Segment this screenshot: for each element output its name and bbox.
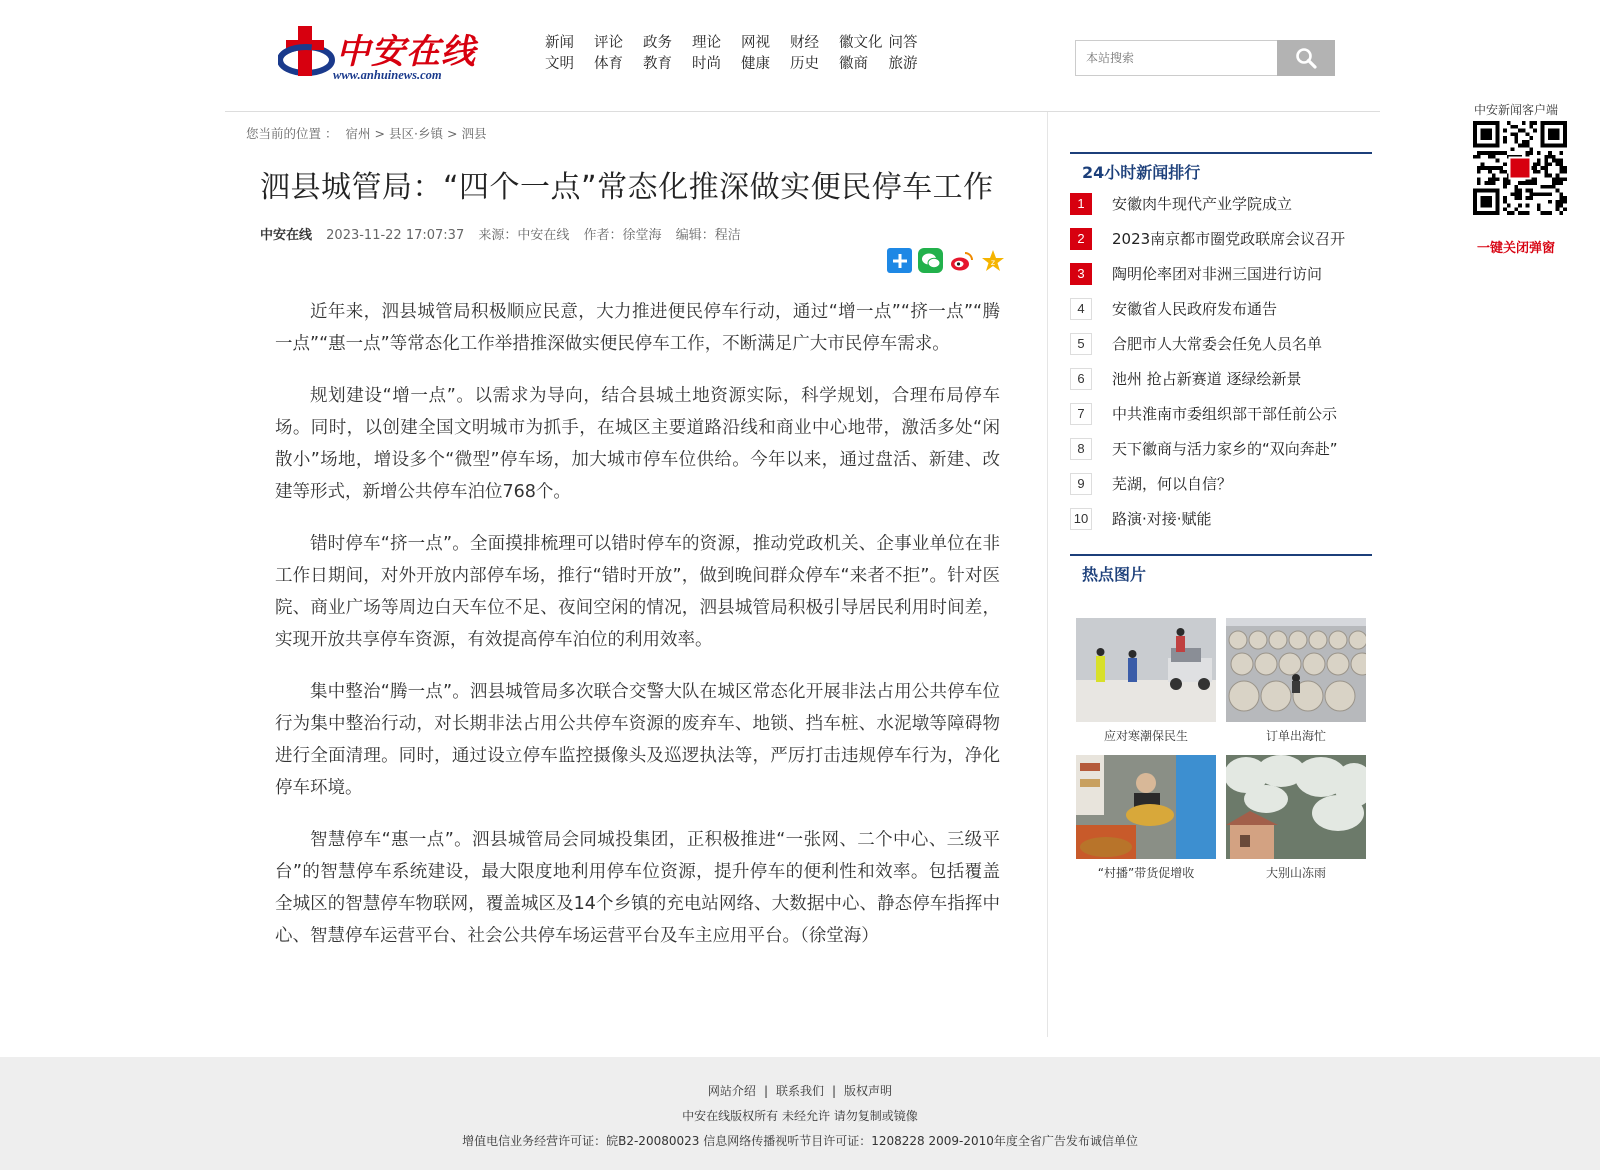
nav-item[interactable]: 旅游 bbox=[888, 56, 918, 72]
ranking-headline[interactable]: 安徽省人民政府发布通告 bbox=[1112, 300, 1278, 318]
ranking-headline[interactable]: 天下徽商与活力家乡的“双向奔赴” bbox=[1112, 440, 1338, 458]
ranking-headline[interactable]: 合肥市人大常委会任免人员名单 bbox=[1112, 335, 1323, 353]
nav-item[interactable]: 财经 bbox=[790, 35, 819, 51]
search-button[interactable] bbox=[1277, 40, 1335, 76]
ranking-number: 6 bbox=[1070, 368, 1092, 390]
column-divider bbox=[1047, 112, 1048, 1037]
article-paragraph: 错时停车“挤一点”。全面摸排梳理可以错时停车的资源，推动党政机关、企事业单位在非工作日期间，对外开放内部停车场，推行“错时开放”，做到晚间群众停车“来者不拒”。针对医院、商业广场等周边白天车位不足、夜间空闲的情况，泗县城管局积极引导居民利用时间差，实现开放共享停车资源，有效提高停车泊位的利用效率。 bbox=[275, 534, 1000, 650]
ranking-number: 8 bbox=[1070, 438, 1092, 460]
ranking-number: 5 bbox=[1070, 333, 1092, 355]
ranking-item[interactable] bbox=[1070, 256, 1372, 291]
ranking-title: 24小时新闻排行 bbox=[1070, 152, 1372, 184]
header-divider bbox=[225, 111, 1380, 112]
ranking-number: 3 bbox=[1070, 263, 1092, 285]
hot-picture-village-livestream bbox=[1076, 755, 1216, 859]
article-editor: 编辑：程洁 bbox=[675, 228, 741, 243]
ranking-headline[interactable]: 路演·对接·赋能 bbox=[1112, 510, 1212, 528]
hot-picture-item[interactable] bbox=[1226, 618, 1366, 745]
breadcrumb-sep: > bbox=[374, 126, 385, 141]
nav-item[interactable]: 网视 bbox=[741, 35, 770, 51]
hot-picture-item[interactable] bbox=[1226, 755, 1366, 882]
ranking-item[interactable] bbox=[1070, 501, 1372, 536]
main-nav bbox=[545, 34, 938, 74]
breadcrumb-sep: > bbox=[446, 126, 458, 141]
site-header bbox=[0, 0, 1600, 110]
hot-picture-cold-wave bbox=[1076, 618, 1216, 722]
nav-item[interactable]: 评论 bbox=[594, 35, 623, 51]
search-input[interactable] bbox=[1076, 41, 1276, 75]
ranking-headline[interactable]: 中共淮南市委组织部干部任前公示 bbox=[1112, 405, 1338, 423]
svg-text:z: z bbox=[990, 257, 995, 267]
article-title: 泗县城管局：“四个一点”常态化推深做实便民停车工作 bbox=[260, 170, 994, 205]
ranking-headline[interactable]: 2023南京都市圈党政联席会议召开 bbox=[1112, 230, 1346, 248]
hot-picture-caption: 大别山冻雨 bbox=[1265, 866, 1326, 880]
article-paragraph: 集中整治“腾一点”。泗县城管局多次联合交警大队在城区常态化开展非法占用公共停车位行为集中整治行动，对长期非法占用公共停车资源的废弃车、地锁、挡车桩、水泥墩等障碍物进行全面清理。同时，通过设立停车监控摄像头及巡逻执法等，严厉打击违规停车行为，净化停车环境。 bbox=[275, 682, 1000, 798]
qzone-icon[interactable] bbox=[980, 248, 1005, 273]
breadcrumb-item-county[interactable]: 县区·乡镇 bbox=[388, 126, 443, 141]
hot-picture-item[interactable] bbox=[1076, 618, 1216, 745]
ranking-number: 9 bbox=[1070, 473, 1092, 495]
news-ranking bbox=[1070, 152, 1372, 536]
nav-item[interactable]: 教育 bbox=[643, 56, 672, 72]
footer-link-about[interactable]: 网站介绍 bbox=[707, 1084, 756, 1098]
ranking-number: 7 bbox=[1070, 403, 1092, 425]
hot-pictures-grid bbox=[1076, 618, 1376, 882]
wechat-icon[interactable] bbox=[918, 248, 943, 273]
article-body bbox=[275, 296, 1000, 972]
ranking-item[interactable] bbox=[1070, 291, 1372, 326]
logo-text: 中安在线 bbox=[336, 32, 476, 72]
footer-copyright: 中安在线版权所有 未经允许 请勿复制或镜像 bbox=[682, 1109, 918, 1123]
ranking-headline[interactable]: 池州 抢占新赛道 逐绿绘新景 bbox=[1112, 370, 1302, 388]
weibo-icon[interactable] bbox=[949, 248, 974, 273]
nav-item[interactable]: 徽文化 bbox=[839, 35, 883, 51]
ranking-item[interactable] bbox=[1070, 361, 1372, 396]
ranking-item[interactable] bbox=[1070, 221, 1372, 256]
hot-picture-caption: “村播”带货促增收 bbox=[1097, 866, 1195, 880]
breadcrumb-label: 您当前的位置 ： bbox=[246, 126, 338, 141]
share-bar bbox=[887, 248, 1005, 273]
nav-item[interactable]: 徽商 bbox=[839, 56, 868, 72]
logo-url: www.anhuinews.com bbox=[333, 68, 442, 82]
qr-label: 中安新闻客户端 bbox=[1474, 103, 1559, 117]
ranking-list bbox=[1070, 186, 1372, 536]
nav-item[interactable]: 时尚 bbox=[692, 56, 721, 72]
footer-links bbox=[0, 1082, 1600, 1099]
close-popup-button[interactable]: 一键关闭弹窗 bbox=[1477, 241, 1556, 256]
hot-picture-freezing-rain bbox=[1226, 755, 1366, 859]
ranking-headline[interactable]: 安徽肉牛现代产业学院成立 bbox=[1112, 195, 1293, 213]
article-paragraph: 智慧停车“惠一点”。泗县城管局会同城投集团，正积极推进“一张网、二个中心、三级平台”的智慧停车系统建设，最大限度地利用停车位资源，提升停车的便利性和效率。包括覆盖全城区的智慧停车物联网，覆盖城区及14个乡镇的充电站网络、大数据中心、静态停车指挥中心、智慧停车运营平台、社会公共停车场运营平台及车主应用平台。（徐堂海） bbox=[275, 830, 1000, 946]
site-logo[interactable] bbox=[278, 22, 478, 84]
hot-picture-orders bbox=[1226, 618, 1366, 722]
article-meta bbox=[260, 224, 751, 243]
search-icon bbox=[1295, 47, 1317, 69]
article-author: 作者：徐堂海 bbox=[583, 228, 662, 243]
hot-picture-caption: 应对寒潮保民生 bbox=[1103, 729, 1188, 743]
ranking-item[interactable] bbox=[1070, 431, 1372, 466]
hot-picture-item[interactable] bbox=[1076, 755, 1216, 882]
ranking-number: 1 bbox=[1070, 193, 1092, 215]
nav-item[interactable]: 历史 bbox=[790, 56, 819, 72]
footer-link-contact[interactable]: 联系我们 bbox=[775, 1084, 824, 1098]
ranking-item[interactable] bbox=[1070, 326, 1372, 361]
ranking-number: 4 bbox=[1070, 298, 1092, 320]
qr-code-icon bbox=[1473, 121, 1567, 215]
article-source: 来源：中安在线 bbox=[478, 228, 570, 243]
hot-pictures bbox=[1070, 554, 1372, 586]
nav-item[interactable]: 问答 bbox=[888, 35, 918, 51]
nav-item[interactable]: 文明 bbox=[545, 56, 574, 72]
hot-pictures-title: 热点图片 bbox=[1070, 554, 1372, 586]
source-name: 中安在线 bbox=[260, 228, 313, 243]
ranking-item[interactable] bbox=[1070, 186, 1372, 221]
share-more-icon[interactable] bbox=[887, 248, 912, 273]
footer-sep: | bbox=[832, 1084, 837, 1098]
site-footer bbox=[0, 1057, 1600, 1170]
nav-item[interactable]: 政务 bbox=[643, 35, 672, 51]
footer-license: 增值电信业务经营许可证：皖B2-20080023 信息网络传播视听节目许可证：1208228 2009-2010年度全省广告发布诚信单位 bbox=[462, 1134, 1138, 1148]
nav-item[interactable]: 理论 bbox=[692, 35, 721, 51]
breadcrumb bbox=[246, 124, 486, 142]
nav-item[interactable]: 体育 bbox=[594, 56, 623, 72]
article-paragraph: 规划建设“增一点”。以需求为导向，结合县城土地资源实际，科学规划，合理布局停车场。同时，以创建全国文明城市为抓手，在城区主要道路沿线和商业中心地带，激活多处“闲散小”场地，增设多个“微型”停车场，加大城市停车位供给。今年以来，通过盘活、新建、改建等形式，新增公共停车泊位768个。 bbox=[275, 386, 1000, 502]
hot-picture-caption: 订单出海忙 bbox=[1265, 729, 1326, 743]
ranking-headline[interactable]: 芜湖，何以自信？ bbox=[1112, 475, 1233, 493]
nav-item[interactable]: 新闻 bbox=[545, 35, 574, 51]
breadcrumb-item-sixian[interactable]: 泗县 bbox=[461, 126, 487, 141]
ranking-item[interactable] bbox=[1070, 396, 1372, 431]
ranking-number: 10 bbox=[1070, 508, 1092, 530]
article-paragraph: 近年来，泗县城管局积极顺应民意，大力推进便民停车行动，通过“增一点”“挤一点”“腾一点”“惠一点”等常态化工作举措推深做实便民停车工作，不断满足广大市民停车需求。 bbox=[275, 302, 1000, 354]
logo-emblem-icon bbox=[278, 22, 336, 84]
site-search bbox=[1075, 40, 1335, 76]
footer-sep: | bbox=[763, 1084, 768, 1098]
ranking-headline[interactable]: 陶明伦率团对非洲三国进行访问 bbox=[1112, 265, 1323, 283]
footer-link-copyright[interactable]: 版权声明 bbox=[844, 1084, 893, 1098]
ranking-item[interactable] bbox=[1070, 466, 1372, 501]
ranking-number: 2 bbox=[1070, 228, 1092, 250]
breadcrumb-item-suzhou[interactable]: 宿州 bbox=[345, 126, 371, 141]
publish-time: 2023-11-22 17:07:37 bbox=[326, 228, 465, 243]
nav-item[interactable]: 健康 bbox=[741, 56, 770, 72]
